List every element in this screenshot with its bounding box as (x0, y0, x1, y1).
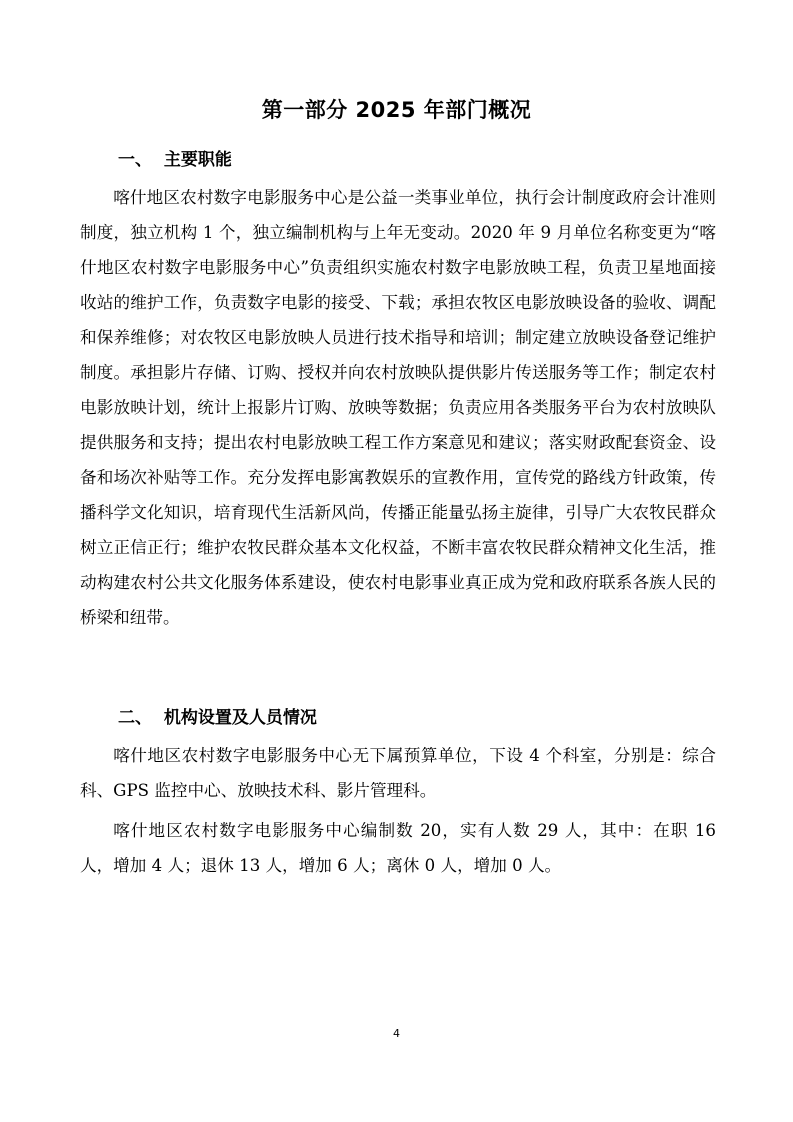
paragraph-staff: 喀什地区农村数字电影服务中心编制数 20，实有人数 29 人，其中：在职 16 人，增加 4 人；退休 13 人，增加 6 人；离休 0 人，增加 0 人。 (80, 821, 716, 875)
page-title: 第一部分 2025 年部门概况 (261, 98, 532, 122)
paragraph-main-functions: 喀什地区农村数字电影服务中心是公益一类事业单位，执行会计制度政府会计准则制度，独立机构 1 个，独立编制机构与上年无变动。2020 年 9 月单位名称变更为“喀什地区农村数字电影服务中心”负责组织实施农村数字电影放映工程，负责卫星地面接收站的维护工作，负责数字电影的接受、下载；承担农牧区电影放映设备的验收、调配和保养维修；对农牧区电影放映人员进行技术指导和培训；制定建立放映设备登记维护制度。承担影片存储、订购、授权并向农村放映队提供影片传送服务等工作；制定农村电影放映计划，统计上报影片订购、放映等数据；负责应用各类服务平台为农村放映队提供服务和支持；提出农村电影放映工程工作方案意见和建议；落实财政配套资金、设备和场次补贴等工作。充分发挥电影寓教娱乐的宣教作用，宣传党的路线方针政策，传播科学文化知识，培育现代生活新风尚，传播正能量弘扬主旋律，引导广大农牧民群众树立正信正行；维护农牧民群众基本文化权益，不断丰富农牧民群众精神文化生活，推动构建农村公共文化服务体系建设，使农村电影事业真正成为党和政府联系各族人民的桥梁和纽带。 (80, 188, 716, 627)
paragraph-organization: 喀什地区农村数字电影服务中心无下属预算单位，下设 4 个科室，分别是：综合科、GPS 监控中心、放映技术科、影片管理科。 (80, 746, 716, 800)
section-heading-main-functions: 一、 主要职能 (118, 150, 232, 170)
section-heading-organization-staff: 二、 机构设置及人员情况 (118, 708, 317, 728)
page-number: 4 (393, 1027, 400, 1040)
